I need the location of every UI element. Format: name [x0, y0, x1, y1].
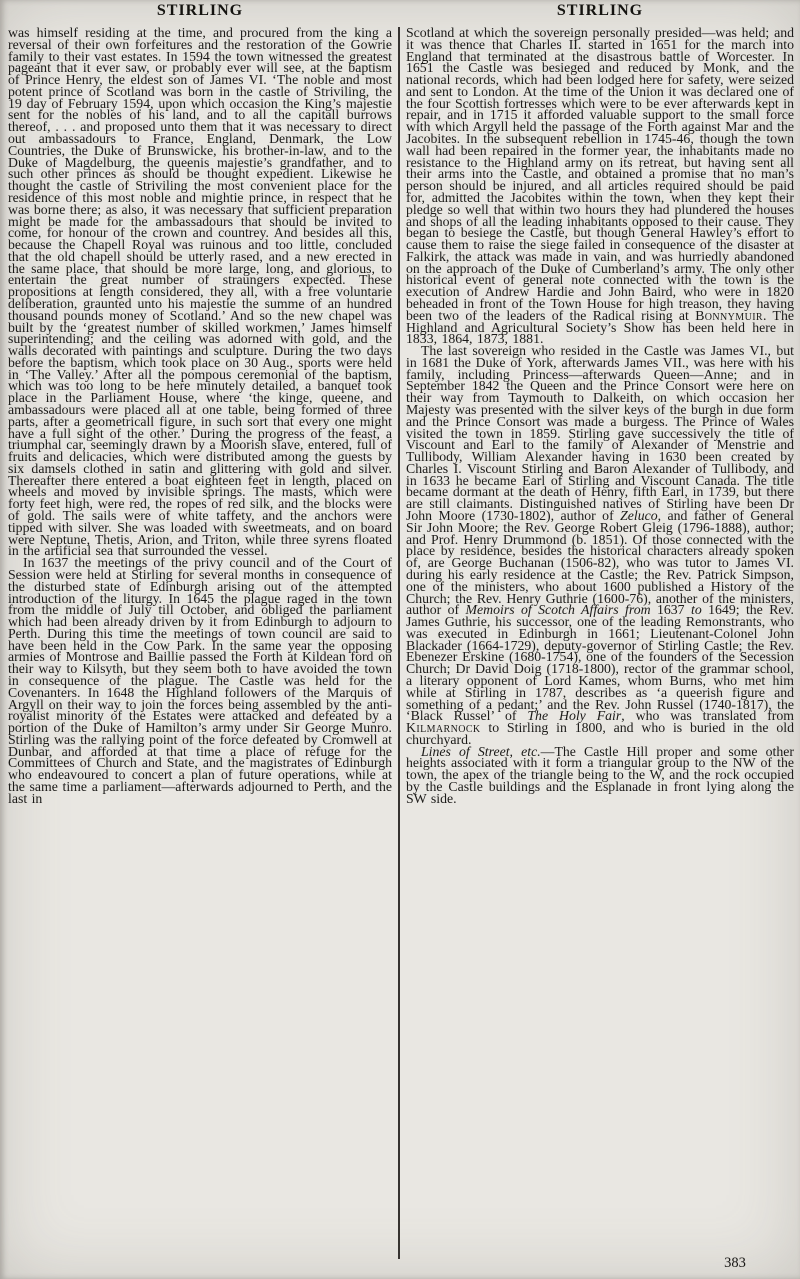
text-segment: was himself residing at the time, and procured from the king a reversal of their own forfeitures and the restoration of the Gowrie family to their vast estates. In 1594 the town witnessed the greatest pageant that it ever saw, or probably ever will see, at the baptism of Prince Henry, the eldest son of James VI. ‘The noble and most potent prince of Scotland was born in the castle of Striviling, the 19 day of February 1594, upon which occasion the King’s majestie sent for the nobles of his land, and to all the capitall burrows thereof, . . . and proposed unto them that it was necessary to direct out ambassadours to France, England, Denmark, the Low Countries, the Duke of Brunswicke, his brother-in-law, and to the Duke of Magdelburg, the queenis majestie’s grandfather, and to such other princes as should be thought expedient. Likewise he thought the castle of Striviling the most convenient place for the residence of this most noble and mightie prince, in respect that he was borne there; as also, it was necessary that sufficient preparation might be made for the ambassadours that should be invited to come, for honour of the crown and countrey. And besides all this, because the Chapell Royal was ruinous and too little, concluded that the old chapell should be utterly rased, and a new erected in the same place, that should be more large, long, and glorious, to entertain the great number of straungers expected. These propositions at length considered, they all, with a free voluntarie deliberation, graunted unto his majestie the summe of an hundred thousand pounds money of Scotland.’ And so the new chapel was built by the ‘greatest number of skilled workmen,’ James himself superintending; and the ceiling was adorned with gold, and the walls decorated with paintings and sculpture. During the two days before the baptism, which took place on 30 Aug., sports were held in ‘The Valley.’ After all the pompous ceremonial of the baptism, which was too long to be here minutely detailed, a banquet took place in the Parliament House, where ‘the kinge, queene, and ambassadours were placed all at one table, being formed of three parts, after a geometricall figure, in such sort that every one might have a full sight of the other.’ During the progress of the feast, a triumphal car, seemingly drawn by a Moorish slave, entered, full of fruits and delicacies, which were distributed among the guests by six damsels clothed in satin and glittering with gold and silver. Thereafter there entered a boat eighteen feet in length, placed on wheels and moved by invisible springs. The masts, which were forty feet high, were red, the ropes of red silk, and the blocks were of gold. The sails were of white taffety, and the anchors were tipped with silver. She was loaded with sweetmeats, and on board were Neptune, Thetis, Arion, and Triton, while three syrens floated in the artificial sea that surrounded the vessel. — [8, 27, 392, 559]
paragraph — [8, 27, 392, 557]
right-text-column — [406, 27, 794, 1261]
paragraph — [8, 557, 392, 804]
paragraph — [406, 345, 794, 746]
italic-text: Memoirs of Scotch Affairs from — [465, 602, 651, 618]
text-segment: . The Highland and Agricultural Society’s Show has been held here in 1833, 1864, 1873, 1881. — [406, 307, 794, 347]
text-segment: 1637 — [650, 602, 691, 618]
text-segment: 1649; the Rev. James Guthrie, his successor, one of the leading Remonstrants, who was executed in Edinburgh in 1661; Lieutenant-Colonel John Blackader (1664-1729), deputy-governor of Stirling Castle; the Rev. Ebenezer Erskine (1680-1754), one of the founders of the Secession Church; Dr David Doig (1718-1800), rector of the grammar school, a literary opponent of Lord Kames, whom Burns, who met him while at Stirling in 1787, describes as ‘a queerish figure and something of a pedant;’ and the Rev. John Russel (1740-1817), the ‘Black Russel’ of — [406, 602, 794, 724]
running-head-right: STIRLING — [556, 2, 644, 19]
text-segment: In 1637 the meetings of the privy council and of the Court of Session were held at Stirling for several months in consequence of the disturbed state of Edinburgh arising out of the attempted introduction of the liturgy. In 1645 the plague raged in the town from the middle of July till October, and obliged the parliament which had been already driven by it from Edinburgh to adjourn to Perth. During this time the meetings of town council are said to have been held in the Cow Park. In the same year the opposing armies of Montrose and Baillie passed the Forth at Kildean ford on their way to Kilsyth, but they seem both to have avoided the town in consequence of the plague. The Castle was held for the Covenanters. In 1648 the Highland followers of the Marquis of Argyll on their way to join the forces being assembled by the anti-royalist minority of the Estates were attacked and defeated by a portion of the Duke of Hamilton’s army under Sir George Munro. Stirling was the rallying point of the force defeated by Cromwell at Dunbar, and afforded at that time a place of refuge for the Committees of Church and State, and the magistrates of Edinburgh who endeavoured to concert a plan of future operations, while at the same time a parliament—afterwards adjourned to Perth, and the last in — [8, 555, 392, 806]
italic-text: to — [690, 602, 702, 618]
italic-text: Zeluco — [620, 508, 658, 524]
text-segment: , and father of General Sir John Moore; the Rev. George Robert Gleig (1796-1888), author; and Prof. Henry Drummond (b. 1851). Of those connected with the place by residence, besides the historical characters already spoken of, are George Buchanan (1506-82), who was tutor to James VI. during his early residence at the Castle; the Rev. Patrick Simpson, one of the ministers, who about 1600 published a History of the Church; the Rev. Henry Guthrie (1600-76), another of the ministers, author of — [406, 508, 794, 618]
italic-text: Lines of Street, etc. — [421, 743, 541, 759]
text-segment: —The Castle Hill proper and some other heights associated with it form a triangular group to the NW of the town, the apex of the triangle being to the W, and the rock occupied by the Castle buildings and the Esplanade in front lying along the SW side. — [406, 743, 794, 806]
italic-text: The Holy Fair — [527, 708, 622, 724]
smallcaps-text: Bonnymuir — [695, 307, 764, 323]
running-head-left: STIRLING — [156, 2, 244, 19]
paragraph — [406, 27, 794, 345]
smallcaps-text: Kilmarnock — [406, 720, 481, 736]
column-divider-rule — [398, 27, 400, 1259]
paragraph — [406, 743, 794, 806]
page-number: 383 — [724, 1255, 746, 1271]
left-text-column — [8, 27, 392, 1261]
text-segment: to Stirling in 1800, and who is buried in the old churchyard. — [406, 720, 794, 747]
text-segment: Scotland at which the sovereign personally presided—was held; and it was thence that Charles II. started in 1651 for the march into England that terminated at the disastrous battle of Worcester. In 1651 the Castle was besieged and reduced by Monk, and the national records, which had been lodged here for safety, were seized and sent to London. At the time of the Union it was declared one of the four Scottish fortresses which were to be ever afterwards kept in repair, and in 1715 it afforded valuable support to the small force with which Argyll held the passage of the Forth against Mar and the Jacobites. In the subsequent rebellion in 1745-46, though the town wall had been repaired in the former year, the inhabitants made no resistance to the Highland army on its retreat, but having sent all their arms into the Castle, and obtained a promise that no man’s person should be injured, and all articles required should be paid for, admitted the Jacobites within the town, when they kept their pledge so well that within two hours they had plundered the houses and shops of all the leading inhabitants opposed to their cause. They began to besiege the Castle, but though General Hawley’s effort to cause them to raise the siege failed in consequence of the disaster at Falkirk, the attack was made in vain, and was hurriedly abandoned on the approach of the Duke of Cumberland’s army. The only other historical event of general note connected with the town is the execution of Andrew Hardie and John Baird, who were in 1820 beheaded in front of the Town House for high treason, they having been two of the leaders of the Radical rising at — [406, 27, 794, 323]
text-segment: , who was translated from — [621, 708, 794, 724]
text-segment: The last sovereign who resided in the Castle was James VI., but in 1681 the Duke of York, afterwards James VII., was here with his family, including Princess—afterwards Queen—Anne; and in September 1842 the Queen and the Prince Consort were here on their way from Taymouth to Dalkeith, on which occasion her Majesty was presented with the silver keys of the burgh in due form and the Prince Consort was made a burgess. The Prince of Wales visited the town in 1859. Stirling gave successively the title of Viscount and Earl to the family of Alexander of Menstrie and Tullibody, William Alexander having in 1630 been created by Charles I. Viscount Stirling and Baron Alexander of Tullibody, and in 1633 he became Earl of Stirling and Viscount Canada. The title became dormant at the death of Henry, fifth Earl, in 1739, but there are still claimants. Distinguished natives of Stirling have been Dr John Moore (1730-1802), author of — [406, 343, 794, 524]
